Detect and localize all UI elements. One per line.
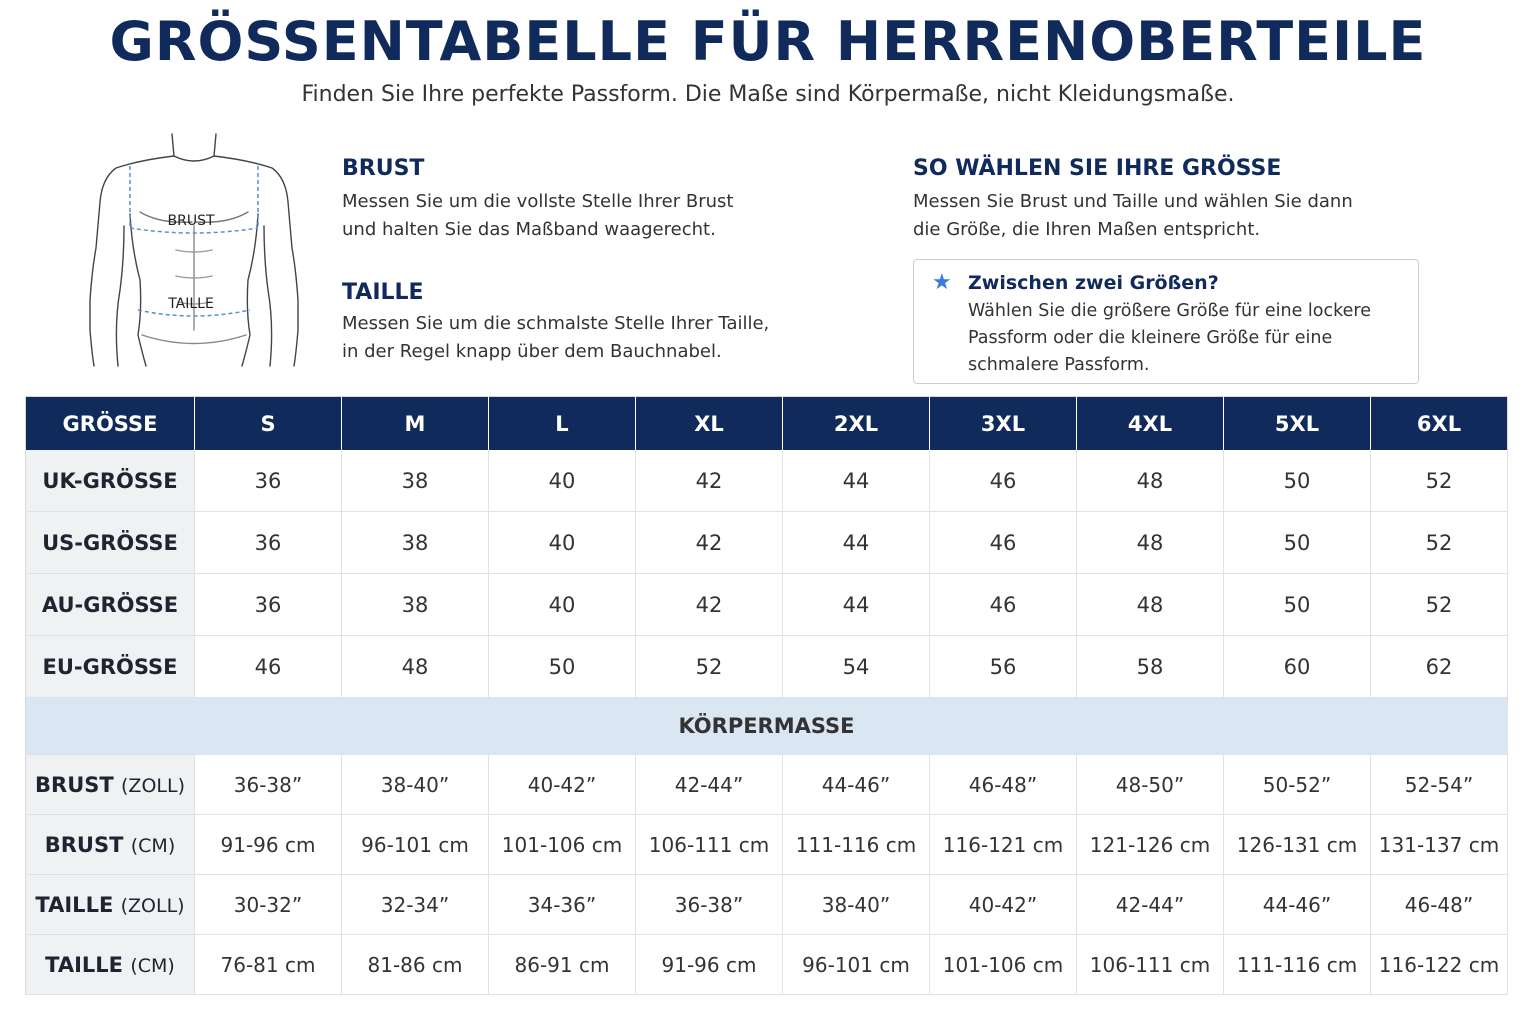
table-cell: 40: [489, 450, 636, 512]
table-cell: 52: [1371, 512, 1508, 574]
table-cell: 36: [195, 450, 342, 512]
table-cell: 38-40”: [342, 755, 489, 815]
table-row-eu: [26, 636, 1508, 698]
row-label-unit: (ZOLL): [120, 894, 185, 917]
between-sizes-tip: [913, 259, 1419, 384]
table-cell: 76-81 cm: [195, 935, 342, 995]
page-title: GRÖSSENTABELLE FÜR HERRENOBERTEILE: [109, 10, 1427, 73]
row-label-unit: (ZOLL): [121, 774, 185, 797]
corner-header: GRÖSSE: [26, 397, 195, 451]
table-cell: 58: [1077, 636, 1224, 698]
table-cell: 81-86 cm: [342, 935, 489, 995]
table-row-chest-inch: [26, 755, 1508, 815]
table-cell: 101-106 cm: [930, 935, 1077, 995]
chest-label: BRUST: [167, 213, 215, 229]
row-label-name: BRUST: [44, 832, 124, 857]
row-label: [26, 935, 195, 995]
table-cell: 131-137 cm: [1371, 815, 1508, 875]
choose-heading: SO WÄHLEN SIE IHRE GRÖSSE: [913, 156, 1282, 181]
size-header: M: [342, 397, 489, 451]
waist-text-line-1: Messen Sie um die schmalste Stelle Ihrer Taille,: [342, 313, 770, 334]
row-label: EU-GRÖSSE: [26, 636, 195, 698]
table-cell: 101-106 cm: [489, 815, 636, 875]
table-cell: 46: [930, 574, 1077, 636]
table-cell: 60: [1224, 636, 1371, 698]
table-cell: 54: [783, 636, 930, 698]
star-icon: ★: [932, 270, 952, 295]
table-cell: 42-44”: [636, 755, 783, 815]
size-header: 3XL: [930, 397, 1077, 451]
table-cell: 106-111 cm: [1077, 935, 1224, 995]
table-cell: 106-111 cm: [636, 815, 783, 875]
table-cell: 42-44”: [1077, 875, 1224, 935]
table-cell: 91-96 cm: [636, 935, 783, 995]
table-cell: 44-46”: [1224, 875, 1371, 935]
table-cell: 52: [1371, 450, 1508, 512]
table-cell: 40: [489, 512, 636, 574]
row-label: UK-GRÖSSE: [26, 450, 195, 512]
choose-text-line-2: die Größe, die Ihren Maßen entspricht.: [913, 219, 1261, 240]
size-header: 6XL: [1371, 397, 1508, 451]
table-cell: 44: [783, 574, 930, 636]
table-cell: 48: [1077, 574, 1224, 636]
table-row-waist-cm: [26, 935, 1508, 995]
table-cell: 44: [783, 450, 930, 512]
table-cell: 52: [636, 636, 783, 698]
table-cell: 46: [930, 512, 1077, 574]
size-header: XL: [636, 397, 783, 451]
waist-label: TAILLE: [168, 296, 214, 312]
row-label-name: TAILLE: [45, 952, 124, 977]
table-cell: 111-116 cm: [783, 815, 930, 875]
table-cell: 40: [489, 574, 636, 636]
table-row-us: [26, 512, 1508, 574]
table-cell: 40-42”: [489, 755, 636, 815]
table-cell: 50: [1224, 574, 1371, 636]
table-cell: 91-96 cm: [195, 815, 342, 875]
table-cell: 121-126 cm: [1077, 815, 1224, 875]
table-cell: 36: [195, 574, 342, 636]
row-label-unit: (CM): [130, 834, 176, 857]
table-row-chest-cm: [26, 815, 1508, 875]
table-cell: 46-48”: [1371, 875, 1508, 935]
row-label: [26, 815, 195, 875]
table-cell: 44: [783, 512, 930, 574]
size-table: [25, 396, 1508, 995]
size-header: 4XL: [1077, 397, 1224, 451]
tip-text: Wählen Sie die größere Größe für eine lockere Passform oder die kleinere Größe für eine schmalere Passform.: [968, 301, 1371, 375]
table-cell: 111-116 cm: [1224, 935, 1371, 995]
row-label-name: TAILLE: [35, 892, 114, 917]
size-header: 2XL: [783, 397, 930, 451]
table-cell: 36: [195, 512, 342, 574]
table-cell: 48-50”: [1077, 755, 1224, 815]
table-cell: 38: [342, 512, 489, 574]
table-cell: 46-48”: [930, 755, 1077, 815]
chest-heading: BRUST: [342, 156, 425, 181]
tip-heading: Zwischen zwei Größen?: [968, 272, 1219, 294]
band-label: KÖRPERMASSE: [26, 698, 1508, 755]
table-cell: 56: [930, 636, 1077, 698]
size-header-row: [26, 397, 1508, 451]
table-cell: 46: [930, 450, 1077, 512]
page-subtitle: Finden Sie Ihre perfekte Passform. Die Maße sind Körpermaße, nicht Kleidungsmaße.: [301, 82, 1235, 107]
table-cell: 116-122 cm: [1371, 935, 1508, 995]
choose-text-line-1: Messen Sie Brust und Taille und wählen Sie dann: [913, 191, 1353, 212]
table-cell: 36-38”: [195, 755, 342, 815]
body-measurements-band: [26, 698, 1508, 755]
table-cell: 42: [636, 512, 783, 574]
table-cell: 48: [342, 636, 489, 698]
chest-text-line-1: Messen Sie um die vollste Stelle Ihrer Brust: [342, 191, 734, 212]
table-cell: 52-54”: [1371, 755, 1508, 815]
table-cell: 38: [342, 574, 489, 636]
table-cell: 46: [195, 636, 342, 698]
table-cell: 40-42”: [930, 875, 1077, 935]
table-cell: 32-34”: [342, 875, 489, 935]
table-cell: 30-32”: [195, 875, 342, 935]
size-header: S: [195, 397, 342, 451]
table-cell: 34-36”: [489, 875, 636, 935]
table-row-waist-inch: [26, 875, 1508, 935]
table-cell: 50-52”: [1224, 755, 1371, 815]
chest-text-line-2: und halten Sie das Maßband waagerecht.: [342, 219, 716, 240]
table-cell: 116-121 cm: [930, 815, 1077, 875]
waist-heading: TAILLE: [342, 280, 424, 305]
waist-text-line-2: in der Regel knapp über dem Bauchnabel.: [342, 341, 722, 362]
table-cell: 48: [1077, 450, 1224, 512]
table-cell: 62: [1371, 636, 1508, 698]
table-cell: 96-101 cm: [783, 935, 930, 995]
table-cell: 50: [489, 636, 636, 698]
table-cell: 42: [636, 450, 783, 512]
row-label: US-GRÖSSE: [26, 512, 195, 574]
size-header: L: [489, 397, 636, 451]
table-cell: 126-131 cm: [1224, 815, 1371, 875]
table-cell: 42: [636, 574, 783, 636]
table-cell: 50: [1224, 512, 1371, 574]
table-cell: 96-101 cm: [342, 815, 489, 875]
row-label-name: BRUST: [35, 772, 114, 797]
table-cell: 38: [342, 450, 489, 512]
table-cell: 48: [1077, 512, 1224, 574]
table-cell: 36-38”: [636, 875, 783, 935]
table-row-uk: [26, 450, 1508, 512]
row-label-unit: (CM): [130, 954, 175, 977]
table-cell: 44-46”: [783, 755, 930, 815]
table-cell: 86-91 cm: [489, 935, 636, 995]
table-cell: 38-40”: [783, 875, 930, 935]
table-row-au: [26, 574, 1508, 636]
table-cell: 52: [1371, 574, 1508, 636]
row-label: [26, 755, 195, 815]
row-label: [26, 875, 195, 935]
size-header: 5XL: [1224, 397, 1371, 451]
torso-illustration: [80, 130, 310, 370]
table-cell: 50: [1224, 450, 1371, 512]
row-label: AU-GRÖSSE: [26, 574, 195, 636]
